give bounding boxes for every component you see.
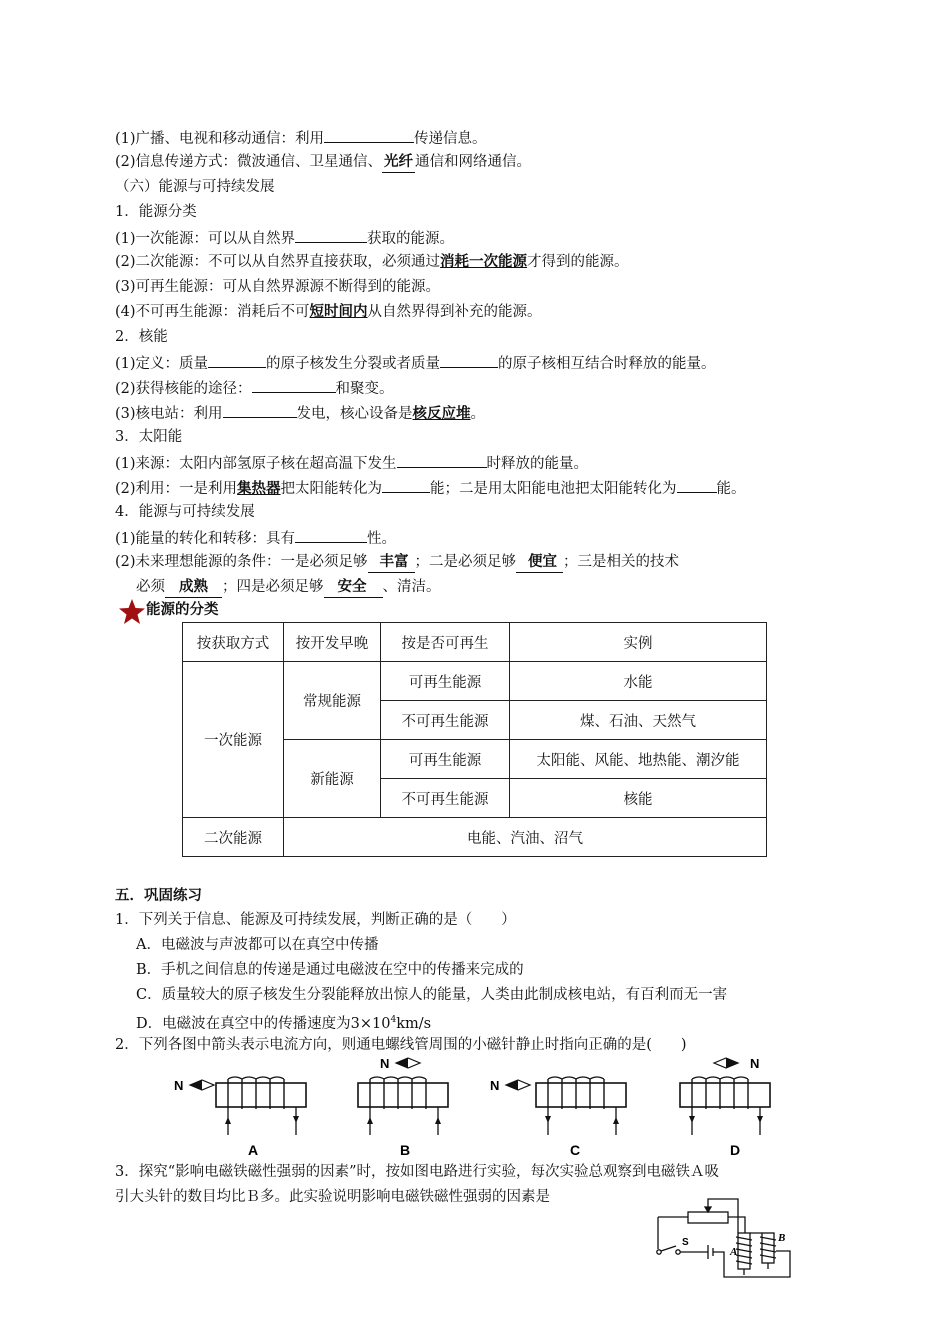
solenoid-d <box>680 1077 770 1135</box>
solenoid-b <box>358 1077 448 1135</box>
pole-label-b: N <box>380 1056 390 1071</box>
section-heading: （六）能源与可持续发展 <box>115 179 275 195</box>
sustain-line-1: (1)能量的转化和转移：具有 性。 <box>115 527 396 549</box>
fill-blank <box>324 127 414 143</box>
solenoid-c <box>536 1077 626 1135</box>
energy-class-line-2: (2)二次能源：不可以从自然界直接获取，必须通过消耗一次能源才得到的能源。 <box>115 254 629 270</box>
header-cell: 按开发早晚 <box>284 623 381 662</box>
solar-line-1: (1)来源：太阳内部氢原子核在超高温下发生 时释放的能量。 <box>115 452 588 474</box>
option-a: A．电磁波与声波都可以在真空中传播 <box>136 937 379 953</box>
nuclear-line-3: (3)核电站：利用 发电，核心设备是核反应堆。 <box>115 402 485 424</box>
example-cell: 太阳能、风能、地热能、潮汐能 <box>510 740 767 779</box>
solenoid-a <box>216 1077 306 1135</box>
example-cell: 水能 <box>510 662 767 701</box>
nonrenewable-cell: 不可再生能源 <box>381 779 510 818</box>
question-1-stem: 1．下列关于信息、能源及可持续发展，判断正确的是（ ） <box>115 912 516 928</box>
solar-line-2: (2)利用：一是利用集热器把太阳能转化为 能；二是用太阳能电池把太阳能转化为 能。 <box>115 477 746 499</box>
subsection-title-2: 2．核能 <box>115 329 168 345</box>
header-cell: 按是否可再生 <box>381 623 510 662</box>
pole-label-c: N <box>490 1078 500 1093</box>
new-energy-cell: 新能源 <box>284 740 381 818</box>
example-cell: 电能、汽油、沼气 <box>284 818 767 857</box>
info-line-2: (2)信息传递方式：微波通信、卫星通信、 光纤 通信和网络通信。 <box>115 152 531 173</box>
figure-label-d: D <box>730 1142 741 1158</box>
magnet-a-label: A <box>730 1246 738 1258</box>
subsection-title-3: 3．太阳能 <box>115 429 183 445</box>
subsection-title-4: 4．能源与可持续发展 <box>115 504 255 520</box>
sustain-line-3: 必须 成熟 ；四是必须足够 安全 、清洁。 <box>136 577 441 598</box>
example-cell: 核能 <box>510 779 767 818</box>
switch-label: S <box>682 1237 689 1248</box>
energy-class-line-3: (3)可再生能源：可从自然界源源不断得到的能源。 <box>115 279 441 295</box>
electromagnet-circuit <box>650 1193 800 1285</box>
nuclear-line-2: (2)获得核能的途径： 和聚变。 <box>115 377 394 399</box>
question-3-line-1: 3．探究“影响电磁铁磁性强弱的因素”时，按如图电路进行实验，每次实验总观察到电磁铁Ａ吸 <box>115 1164 720 1180</box>
answer-fiber: 光纤 <box>382 152 415 173</box>
renewable-cell: 可再生能源 <box>381 662 510 701</box>
magnet-b-label: B <box>778 1232 786 1244</box>
renewable-cell: 可再生能源 <box>381 740 510 779</box>
energy-class-line-1: (1)一次能源：可以从自然界 获取的能源。 <box>115 227 454 249</box>
pole-label-a: N <box>174 1078 184 1093</box>
option-d: D．电磁波在真空中的传播速度为$3\times 10^4km/s$ <box>136 1015 432 1032</box>
figure-label-c: C <box>570 1142 581 1158</box>
question-3-line-2: 引大头针的数目均比Ｂ多。此实验说明影响电磁铁磁性强弱的因素是 <box>115 1189 550 1205</box>
nuclear-line-1: (1)定义：质量 的原子核发生分裂或者质量 的原子核相互结合时释放的能量。 <box>115 352 716 374</box>
conventional-energy-cell: 常规能源 <box>284 662 381 740</box>
energy-class-line-4: (4)不可再生能源：消耗后不可短时间内从自然界得到补充的能源。 <box>115 304 542 320</box>
star-icon <box>118 598 146 625</box>
option-c: C．质量较大的原子核发生分裂能释放出惊人的能量，人类由此制成核电站，有百利而无一害 <box>136 987 728 1003</box>
figure-label-b: B <box>400 1142 411 1158</box>
exercise-heading: 五．巩固练习 <box>115 888 202 904</box>
example-cell: 煤、石油、天然气 <box>510 701 767 740</box>
nonrenewable-cell: 不可再生能源 <box>381 701 510 740</box>
secondary-energy-cell: 二次能源 <box>183 818 284 857</box>
question-2-stem: 2．下列各图中箭头表示电流方向，则通电螺线管周围的小磁针静止时指向正确的是( ) <box>115 1037 687 1053</box>
energy-classification-table <box>182 622 767 857</box>
table-title: 能源的分类 <box>146 602 219 618</box>
primary-energy-cell: 一次能源 <box>183 662 284 818</box>
solenoid-figures <box>160 1055 780 1160</box>
header-cell: 按获取方式 <box>183 623 284 662</box>
figure-label-a: A <box>248 1142 259 1158</box>
info-line-1: (1)广播、电视和移动通信：利用 传递信息。 <box>115 127 487 149</box>
option-b: B．手机之间信息的传递是通过电磁波在空中的传播来完成的 <box>136 962 524 978</box>
pole-label-d: N <box>750 1056 760 1071</box>
sustain-line-2: (2)未来理想能源的条件：一是必须足够 丰富 ；二是必须足够 便宜 ；三是相关的技术 <box>115 552 679 573</box>
header-cell: 实例 <box>510 623 767 662</box>
subsection-title-1: 1．能源分类 <box>115 204 197 220</box>
